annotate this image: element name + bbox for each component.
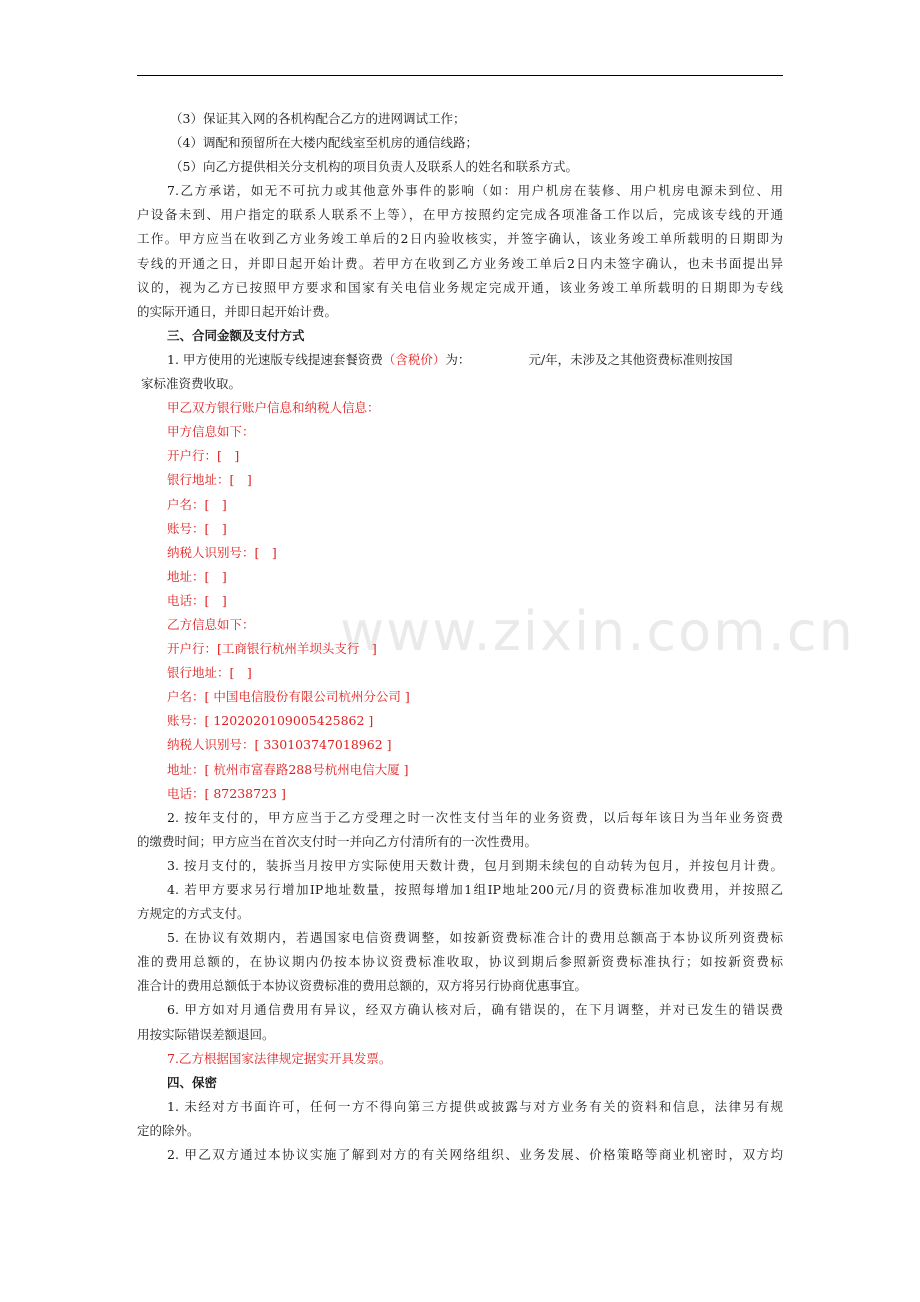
text-line: 1. 未经对方书面许可，任何一方不得向第三方提供或披露与对方业务有关的资料和信息，法律另有规	[167, 1098, 783, 1114]
text-line: 准的费用总额的，在协议期内仍按本协议资费标准收取，协议到期后参照新资费标准执行；如按新资费标	[137, 954, 783, 970]
text-line: （4）调配和预留所在大楼内配线室至机房的通信线路；	[170, 135, 478, 151]
text-line: 地址：[ 杭州市富春路288号杭州电信大厦 ]	[167, 761, 409, 777]
text-span: 1. 甲方使用的光速版专线提速套餐资费	[167, 351, 383, 367]
text-line: 账号：[ 1202020109005425862 ]	[167, 713, 374, 729]
text-line: 甲方信息如下：	[167, 424, 255, 440]
text-line: 定的除外。	[137, 1122, 200, 1138]
text-line: 户设备未到、用户指定的联系人联系不上等），在甲方按照约定完成各项准备工作以后，完成该专线的开通	[137, 207, 783, 223]
text-line: 账号：[ ]	[167, 520, 227, 536]
text-line: 纳税人识别号：[ ]	[167, 544, 277, 560]
text-line: 2. 甲乙双方通过本协议实施了解到对方的有关网络组织、业务发展、价格策略等商业机密时，双方均	[167, 1147, 783, 1163]
section-heading: 四、保密	[167, 1074, 218, 1090]
text-line: 议的，视为乙方已按照甲方要求和国家有关电信业务规定完成开通，该业务竣工单所载明的日期即为专线	[137, 279, 783, 295]
text-span: 为：	[445, 351, 471, 367]
text-line: 7.乙方根据国家法律规定据实开具发票。	[167, 1050, 392, 1066]
text-line: 户名：[ 中国电信股份有限公司杭州分公司 ]	[167, 689, 410, 705]
text-line: 户名：[ ]	[167, 496, 227, 512]
text-line: 6. 甲方如对月通信费用有异议，经双方确认核对后，确有错误的，在下月调整，并对已发生的错误费	[167, 1002, 783, 1018]
text-line: 4. 若甲方要求另行增加IP地址数量，按照每增加1组IP地址200元/月的资费标准加收费用，并按照乙	[167, 882, 783, 897]
text-line: 的实际开通日，并即日起开始计费。	[137, 303, 338, 319]
text-line: 的缴费时间；甲方应当在首次支付时一并向乙方付清所有的一次性费用。	[137, 833, 538, 849]
text-line: 准合计的费用总额低于本协议资费标准的费用总额的，双方将另行协商优惠事宜。	[137, 978, 588, 994]
text-line: 电话：[ ]	[167, 592, 227, 608]
text-line: 开户行：[ ]	[167, 448, 240, 464]
text-line: （3）保证其入网的各机构配合乙方的进网调试工作；	[170, 111, 466, 126]
text-line: 7.乙方承诺，如无不可抗力或其他意外事件的影响（如：用户机房在装修、用户机房电源未到位、用	[167, 183, 783, 199]
text-line: 银行地址：[ ]	[167, 665, 252, 681]
text-line: 工作。甲方应当在收到乙方业务竣工单后的2日内验收核实，并签字确认，该业务竣工单所载明的日期即为	[137, 231, 783, 247]
text-line: 3. 按月支付的，装拆当月按甲方实际使用天数计费，包月到期未续包的自动转为包月，并按包月计费。	[167, 857, 783, 873]
text-line: 2. 按年支付的，甲方应当于乙方受理之时一次性支付当年的业务资费，以后每年该日为当年业务资费	[167, 809, 783, 825]
text-line: 电话：[ 87238723 ]	[167, 785, 286, 801]
header-rule	[137, 75, 783, 76]
text-line: 家标准资费收取。	[141, 376, 242, 392]
watermark: www.zixin.com.cn	[340, 600, 855, 663]
text-line: 地址：[ ]	[167, 568, 227, 584]
tax-included-note: （含税价）	[382, 351, 446, 367]
text-line: 5. 在协议有效期内，若遇国家电信资费调整，如按新资费标准合计的费用总额高于本协议所列资费标	[167, 930, 783, 946]
text-line: 纳税人识别号：[ 330103747018962 ]	[167, 737, 392, 753]
text-line: 专线的开通之日，并即日起开始计费。若甲方在收到乙方业务竣工单后2日内未签字确认，也未书面提出异	[137, 255, 783, 271]
text-line: 银行地址：[ ]	[167, 472, 252, 488]
text-line: 用按实际错误差额退回。	[137, 1026, 275, 1042]
text-line	[137, 348, 783, 372]
text-line: 开户行：[工商银行杭州羊坝头支行 ]	[167, 641, 377, 657]
text-line: 方规定的方式支付。	[137, 906, 250, 922]
text-line: 乙方信息如下：	[167, 616, 255, 632]
document-page	[137, 107, 783, 1167]
text-span: 元/年，未涉及之其他资费标准则按国	[528, 351, 733, 367]
text-line: （5）向乙方提供相关分支机构的项目负责人及联系人的姓名和联系方式。	[170, 159, 578, 175]
text-line: 甲乙双方银行账户信息和纳税人信息：	[167, 400, 380, 416]
section-heading: 三、合同金额及支付方式	[167, 327, 305, 343]
